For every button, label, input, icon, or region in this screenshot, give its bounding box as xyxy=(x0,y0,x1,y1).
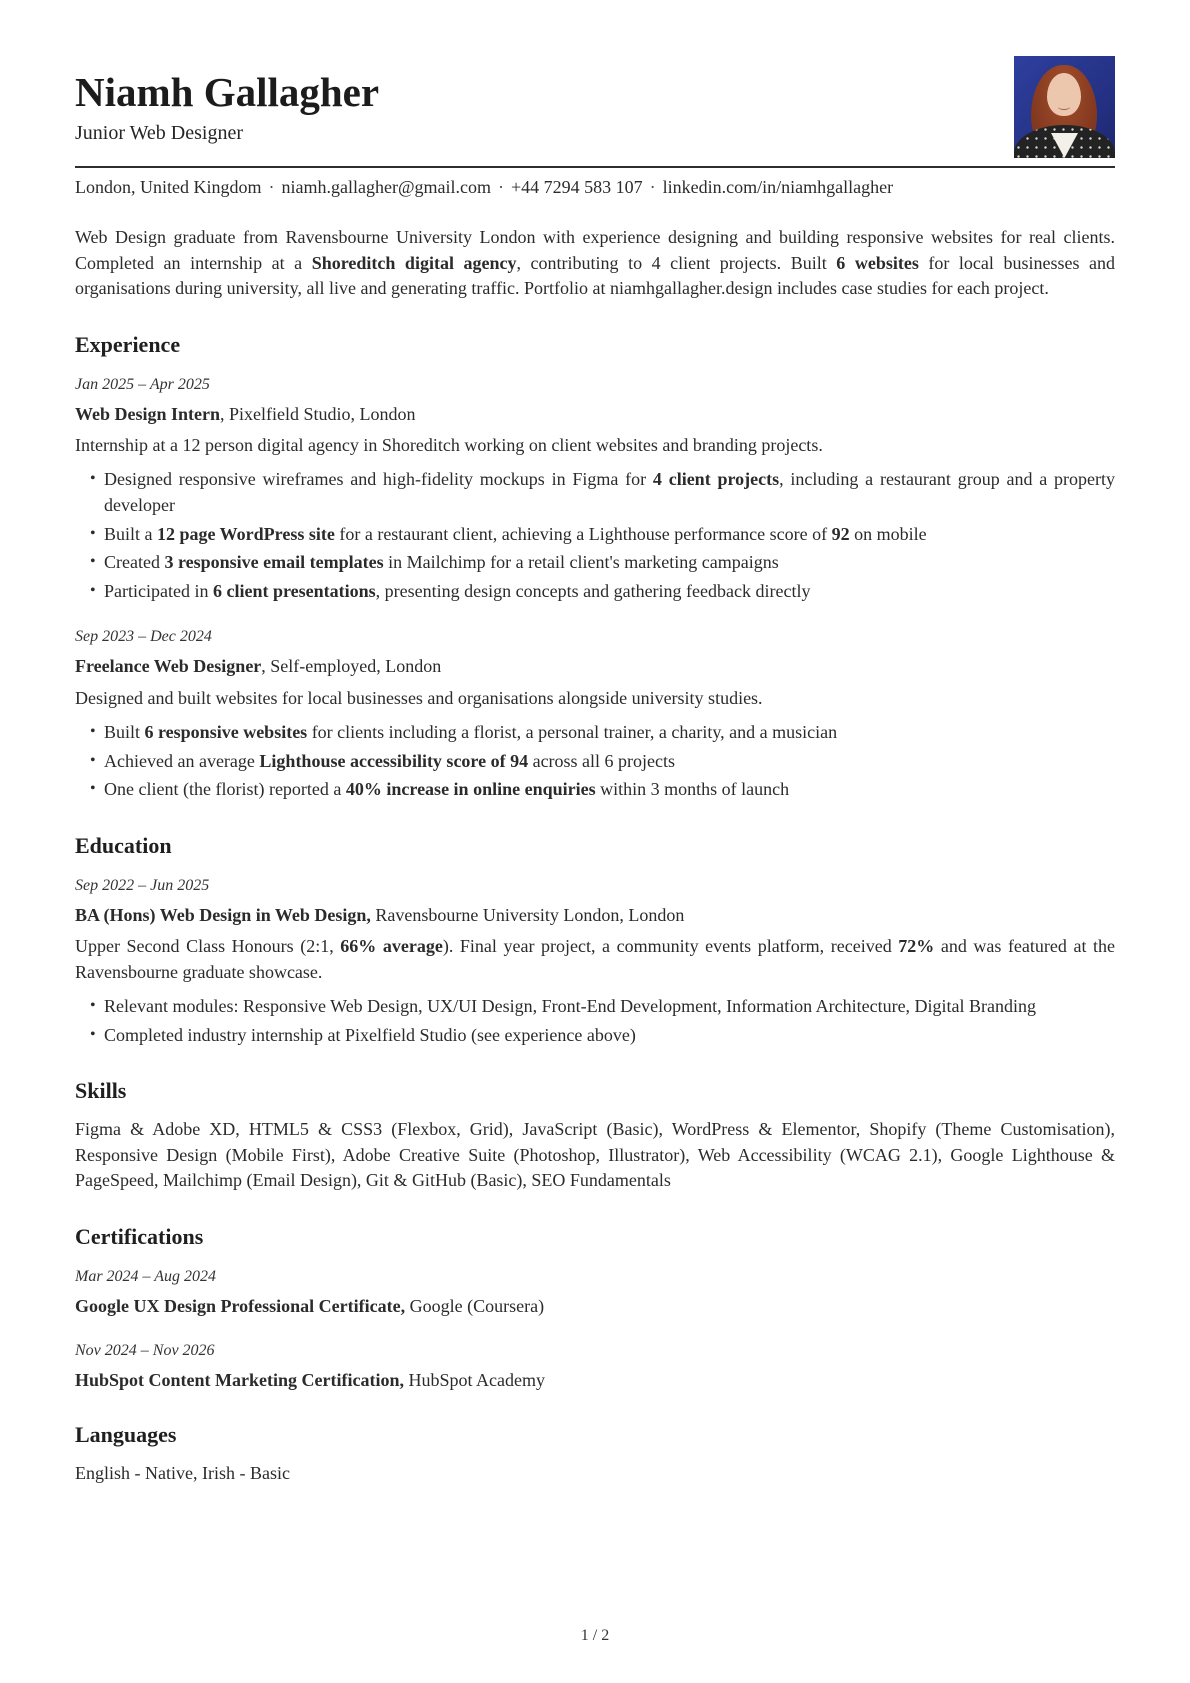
education-entry xyxy=(75,877,1115,1048)
entry-date: Mar 2024 – Aug 2024 xyxy=(75,1267,217,1285)
certificate-name: HubSpot Content Marketing Certification, xyxy=(75,1370,404,1391)
entry-degree: BA (Hons) Web Design in Web Design, xyxy=(75,904,371,925)
name-heading: Niamh Gallagher xyxy=(75,69,380,115)
entry-role: Freelance Web Designer xyxy=(75,656,262,677)
bullet-item: • Created 3 responsive email templates in Mailchimp for a retail client's marketing campaigns xyxy=(90,550,1115,576)
section-education xyxy=(75,833,1115,1048)
entry-org: , Self-employed, London xyxy=(261,656,442,677)
bullet-item: • One client (the florist) reported a 40% increase in online enquiries within 3 months of launch xyxy=(90,777,1115,803)
bullet-item: • Relevant modules: Responsive Web Design, UX/UI Design, Front-End Development, Information Architecture, Digital Branding xyxy=(90,994,1115,1020)
page-number: 1 / 2 xyxy=(580,1627,610,1644)
separator-dot: · xyxy=(268,177,275,197)
phone-text: +44 7294 583 107 xyxy=(511,177,643,197)
bullet-item: • Built a 12 page WordPress site for a restaurant client, achieving a Lighthouse performance score of 92 on mobile xyxy=(90,522,1115,548)
entry-title xyxy=(75,903,1115,927)
entry-date: Sep 2022 – Jun 2025 xyxy=(75,876,210,894)
bullet-list xyxy=(75,720,1115,803)
entry-title xyxy=(75,654,1115,678)
header xyxy=(75,56,1115,158)
section-languages xyxy=(75,1422,1115,1487)
bullet-list xyxy=(75,994,1115,1048)
header-text-block xyxy=(75,56,379,145)
section-title-certifications: Certifications xyxy=(75,1223,204,1249)
section-experience xyxy=(75,332,1115,803)
certification-entry xyxy=(75,1268,1115,1318)
entry-date: Sep 2023 – Dec 2024 xyxy=(75,628,212,646)
certificate-name: Google UX Design Professional Certificate, xyxy=(75,1295,406,1316)
separator-dot: · xyxy=(498,177,505,197)
job-title: Junior Web Designer xyxy=(75,122,243,145)
section-title-skills: Skills xyxy=(75,1078,127,1104)
skills-paragraph: Figma & Adobe XD, HTML5 & CSS3 (Flexbox, Grid), JavaScript (Basic), WordPress & Elementor, Shopify (Theme Customisation), Responsive Design (Mobile First), Adobe Creative Suite (Photoshop, Illustrator), Web Accessibility (WCAG 2.1), Google Lighthouse & PageSpeed, Mailchimp (Email Design), Git & GitHub (Basic), SEO Fundamentals xyxy=(75,1119,1115,1191)
entry-school: Ravensbourne University London, London xyxy=(370,904,685,925)
entry-description: Upper Second Class Honours (2:1, 66% average). Final year project, a community events platform, received 72% and was featured at the Ravensbourne graduate showcase. xyxy=(75,936,1116,982)
entry-role: Web Design Intern xyxy=(75,403,221,424)
entry-org: , Pixelfield Studio, London xyxy=(220,403,416,424)
header-divider xyxy=(75,166,1115,168)
location-text: London, United Kingdom xyxy=(75,177,262,197)
section-certifications xyxy=(75,1224,1115,1393)
bullet-item: • Participated in 6 client presentations, presenting design concepts and gathering feedback directly xyxy=(90,579,1115,605)
entry-date: Jan 2025 – Apr 2025 xyxy=(75,375,210,393)
contact-line xyxy=(75,177,1115,198)
linkedin-text: linkedin.com/in/niamhgallagher xyxy=(662,177,894,197)
languages-paragraph: English - Native, Irish - Basic xyxy=(75,1463,290,1484)
entry-title xyxy=(75,1368,1115,1392)
separator-dot: · xyxy=(649,177,656,197)
entry-title xyxy=(75,1294,1115,1318)
bullet-item: • Designed responsive wireframes and high-fidelity mockups in Figma for 4 client projects, including a restaurant group and a property developer xyxy=(90,467,1115,518)
certificate-issuer: HubSpot Academy xyxy=(403,1370,545,1391)
bullet-item: • Built 6 responsive websites for clients including a florist, a personal trainer, a charity, and a musician xyxy=(90,720,1115,746)
summary-paragraph: Web Design graduate from Ravensbourne University London with experience designing and building responsive websites for real clients. Completed an internship at a Shoreditch digital agency, contributing to 4 client projects. Built 6 websites for local businesses and organisations during university, all live and generating traffic. Portfolio at niamhgallagher.design includes case studies for each project. xyxy=(75,227,1115,299)
bullet-item: • Completed industry internship at Pixelfield Studio (see experience above) xyxy=(90,1023,1115,1049)
bullet-list xyxy=(75,467,1115,604)
email-text: niamh.gallagher@gmail.com xyxy=(281,177,492,197)
certificate-issuer: Google (Coursera) xyxy=(405,1295,545,1316)
experience-entry xyxy=(75,628,1115,802)
profile-photo xyxy=(1014,56,1115,158)
certification-entry xyxy=(75,1342,1115,1392)
entry-description: Designed and built websites for local businesses and organisations alongside university studies. xyxy=(75,687,763,708)
section-title-experience: Experience xyxy=(75,331,181,357)
section-skills xyxy=(75,1078,1115,1194)
section-title-languages: Languages xyxy=(75,1422,177,1448)
photo-smile-shape xyxy=(1058,104,1070,110)
section-title-education: Education xyxy=(75,832,172,858)
entry-description: Internship at a 12 person digital agency in Shoreditch working on client websites and branding projects. xyxy=(75,434,823,455)
entry-date: Nov 2024 – Nov 2026 xyxy=(75,1342,215,1360)
entry-title xyxy=(75,402,1115,426)
bullet-item: • Achieved an average Lighthouse accessibility score of 94 across all 6 projects xyxy=(90,749,1115,775)
experience-entry xyxy=(75,376,1115,605)
